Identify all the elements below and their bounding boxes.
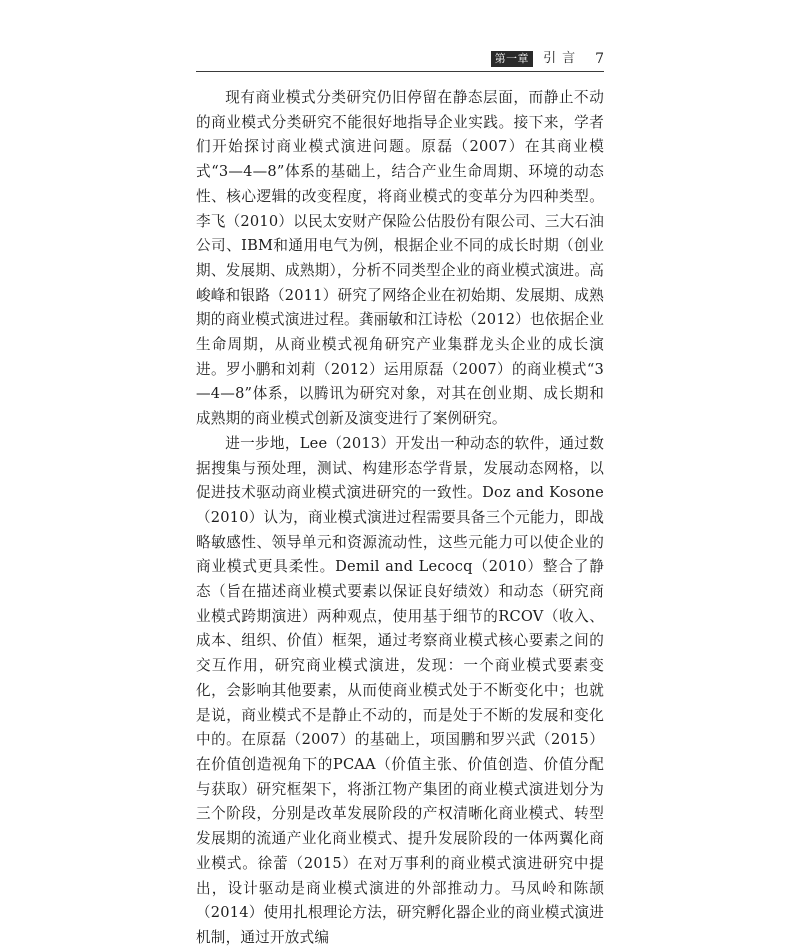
section-title: 引言 — [543, 51, 582, 66]
chapter-tag: 第一章 — [491, 51, 534, 67]
running-head — [491, 50, 604, 68]
paragraph-1: 现有商业模式分类研究仍旧停留在静态层面，而静止不动的商业模式分类研究不能很好地指导企业实践。接下来，学者们开始探讨商业模式演进问题。原磊（2007）在其商业模式“3—4—8”体系的基础上，结合产业生命周期、环境的动态性、核心逻辑的改变程度，将商业模式的变革分为四种类型。李飞（2010）以民太安财产保险公估股份有限公司、三大石油公司、IBM和通用电气为例，根据企业不同的成长时期（创业期、发展期、成熟期），分析不同类型企业的商业模式演进。高峻峰和银路（2011）研究了网络企业在初始期、发展期、成熟期的商业模式演进过程。龚丽敏和江诗松（2012）也依据企业生命周期，从商业模式视角研究产业集群龙头企业的成长演进。罗小鹏和刘莉（2012）运用原磊（2007）的商业模式“3—4—8”体系，以腾讯为研究对象，对其在创业期、成长期和成熟期的商业模式创新及演变进行了案例研究。 — [196, 89, 604, 428]
header-rule — [196, 71, 604, 72]
page-number: 7 — [595, 51, 604, 67]
body-text — [196, 86, 604, 951]
paragraph-2: 进一步地，Lee（2013）开发出一种动态的软件，通过数据搜集与预处理，测试、构建形态学背景，发展动态网格，以促进技术驱动商业模式演进研究的一致性。Doz and Kosone（2010）认为，商业模式演进过程需要具备三个元能力，即战略敏感性、领导单元和资源流动性，这些元能力可以使企业的商业模式更具柔性。Demil and Lecocq（2010）整合了静态（旨在描述商业模式要素以保证良好绩效）和动态（研究商业模式跨期演进）两种观点，使用基于细节的RCOV（收入、成本、组织、价值）框架，通过考察商业模式核心要素之间的交互作用，研究商业模式演进，发现：一个商业模式要素变化，会影响其他要素，从而使商业模式处于不断变化中；也就是说，商业模式不是静止不动的，而是处于不断的发展和变化中的。在原磊（2007）的基础上，项国鹏和罗兴武（2015）在价值创造视角下的PCAA（价值主张、价值创造、价值分配与获取）研究框架下，将浙江物产集团的商业模式演进划分为三个阶段，分别是改革发展阶段的产权清晰化商业模式、转型发展期的流通产业化商业模式、提升发展阶段的一体两翼化商业模式。徐蕾（2015）在对万事利的商业模式演进研究中提出，设计驱动是商业模式演进的外部推动力。马凤岭和陈颉（2014）使用扎根理论方法，研究孵化器企业的商业模式演进机制，通过开放式编 — [196, 434, 604, 946]
